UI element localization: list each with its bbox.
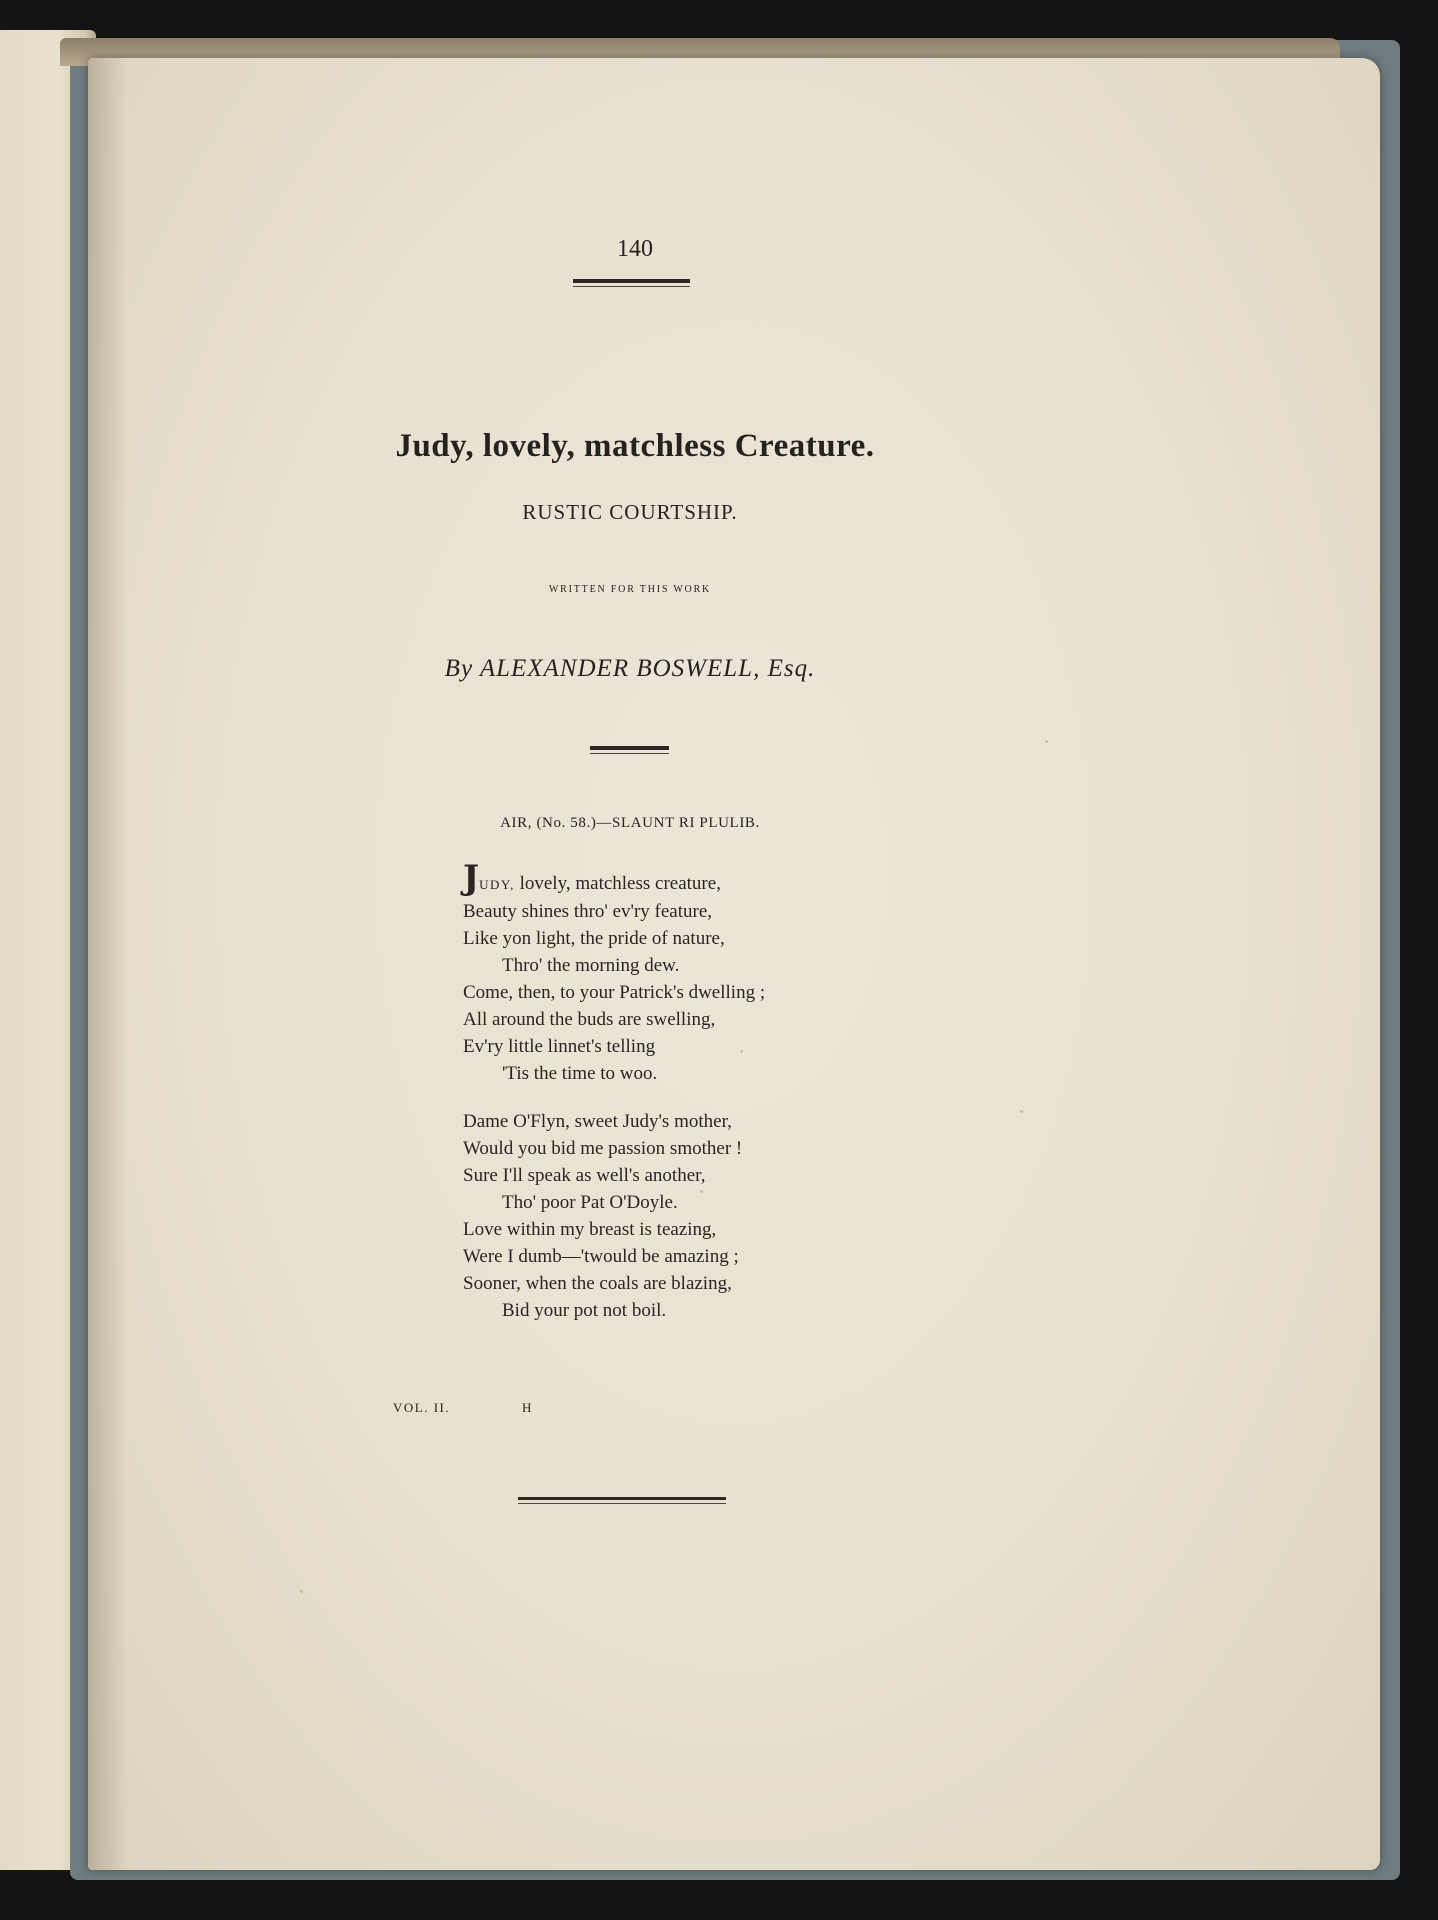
poem-line: Thro' the morning dew. [502,955,680,976]
paper-foxing-spot [1020,1110,1023,1113]
paper-foxing-spot [300,1590,303,1593]
poem-line: Like yon light, the pride of nature, [463,928,725,949]
dropcap-initial: J [463,858,480,898]
author-line: By ALEXANDER BOSWELL, Esq. [444,655,816,682]
footer-rule-thin [518,1503,726,1504]
poem-line: Come, then, to your Patrick's dwelling ; [463,982,766,1003]
poem-line: Ev'ry little linnet's telling [463,1036,656,1057]
poem-line [463,858,765,898]
air-tune: AIR, (No. 58.)—SLAUNT RI PLULIB. [500,815,760,831]
header-rule-thin [573,286,690,287]
footer-rule [518,1497,726,1500]
poem-line: Sooner, when the coals are blazing, [463,1273,732,1294]
poem-line: Would you bid me passion smother ! [463,1138,743,1159]
poem-line: Sure I'll speak as well's another, [463,1165,706,1186]
section-divider-thin [590,753,669,754]
written-note: WRITTEN FOR THIS WORK [548,584,712,595]
gutter-shadow [88,58,128,1870]
volume-mark: VOL. II. [393,1400,451,1415]
header-rule [573,279,690,283]
poem-line: Dame O'Flyn, sweet Judy's mother, [463,1111,732,1132]
smallcaps-word: UDY, [479,877,515,892]
poem-line: Were I dumb—'twould be amazing ; [463,1246,739,1267]
poem-line: Bid your pot not boil. [502,1300,667,1321]
poem-subtitle: RUSTIC COURTSHIP. [522,500,738,524]
poem-line: Tho' poor Pat O'Doyle. [502,1192,678,1213]
poem-line: Beauty shines thro' ev'ry feature, [463,901,713,922]
section-divider [590,746,669,750]
stanza-1 [463,858,766,1087]
poem-line: All around the buds are swelling, [463,1009,716,1030]
poem-line: 'Tis the time to woo. [502,1063,658,1084]
first-line-rest: lovely, matchless creature, [514,873,721,894]
stanza-2 [463,1108,742,1324]
poem-title: Judy, lovely, matchless Creature. [395,428,875,464]
page-number: 140 [617,236,653,262]
signature-mark: H [522,1400,532,1415]
paper-foxing-spot [1045,740,1048,743]
poem-line: Love within my breast is teazing, [463,1219,717,1240]
